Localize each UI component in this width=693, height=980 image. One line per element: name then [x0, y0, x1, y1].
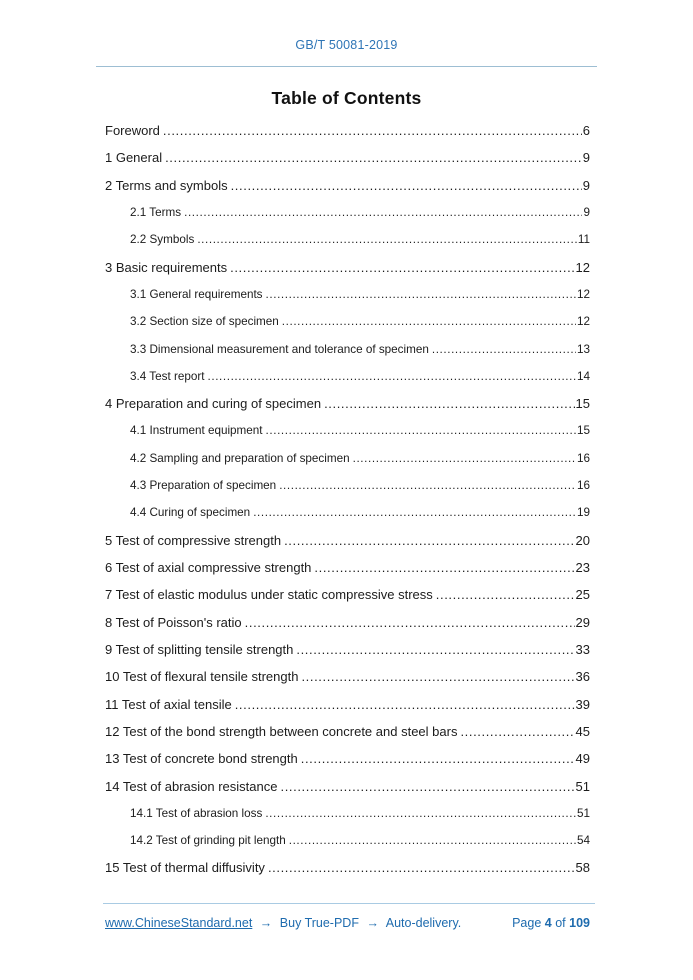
- toc-entry[interactable]: [105, 172, 590, 199]
- toc-entry-label: 1 General: [105, 150, 163, 166]
- dot-leader: [301, 663, 574, 690]
- toc-entry-label: 4 Preparation and curing of specimen: [105, 396, 322, 412]
- footer-divider: [103, 903, 595, 904]
- toc-entry-label: 3.4 Test report: [130, 369, 205, 383]
- toc-entry-label: 4.4 Curing of specimen: [130, 506, 251, 520]
- dot-leader: [197, 226, 577, 253]
- dot-leader: [230, 254, 574, 281]
- dot-leader: [268, 854, 575, 881]
- toc-entry-page: 49: [575, 751, 590, 767]
- toc-entry-page: 16: [576, 479, 590, 493]
- toc-entry[interactable]: [105, 199, 590, 226]
- toc-entry[interactable]: [105, 636, 590, 663]
- page-label: Page: [512, 916, 542, 930]
- toc-entry-page: 29: [575, 614, 590, 630]
- toc-entry[interactable]: [105, 308, 590, 335]
- toc-entry-label: 14.1 Test of abrasion loss: [130, 806, 263, 820]
- toc-entry[interactable]: [105, 117, 590, 144]
- dot-leader: [266, 417, 576, 444]
- dot-leader: [324, 390, 574, 417]
- toc-entry[interactable]: [105, 417, 590, 444]
- toc-entry-page: 58: [575, 860, 590, 876]
- toc-entry-label: 13 Test of concrete bond strength: [105, 751, 298, 767]
- toc-entry-label: 5 Test of compressive strength: [105, 532, 282, 548]
- dot-leader: [460, 718, 574, 745]
- toc-entry-label: 7 Test of elastic modulus under static compressive stress: [105, 587, 433, 603]
- toc-entry-page: 33: [575, 641, 590, 657]
- page-title: Table of Contents: [271, 88, 422, 108]
- dot-leader: [301, 745, 575, 772]
- toc-entry-label: 4.3 Preparation of specimen: [130, 479, 277, 493]
- header-divider: [96, 66, 597, 67]
- dot-leader: [289, 827, 576, 854]
- page-of-label: of: [555, 916, 566, 930]
- toc-entry-label: 9 Test of splitting tensile strength: [105, 641, 294, 657]
- toc-entry[interactable]: [105, 499, 590, 526]
- toc-entry-page: 39: [575, 696, 590, 712]
- toc-entry[interactable]: [105, 144, 590, 171]
- toc-entry[interactable]: [105, 254, 590, 281]
- dot-leader: [165, 144, 582, 171]
- toc-entry-label: 4.2 Sampling and preparation of specimen: [130, 451, 350, 465]
- toc-entry[interactable]: [105, 827, 590, 854]
- toc-entry[interactable]: [105, 691, 590, 718]
- toc-entry-page: 36: [575, 669, 590, 685]
- dot-leader: [432, 336, 576, 363]
- toc-entry-label: 3.3 Dimensional measurement and tolerance of specimen: [130, 342, 429, 356]
- arrow-right-icon: →: [366, 916, 379, 930]
- toc-entry-page: 13: [576, 342, 590, 356]
- page-total: 109: [569, 916, 590, 930]
- toc-entry-page: 15: [575, 396, 590, 412]
- toc-entry-page: 15: [576, 424, 590, 438]
- dot-leader: [253, 499, 576, 526]
- toc-entry-label: 3 Basic requirements: [105, 259, 228, 275]
- toc-entry-label: 10 Test of flexural tensile strength: [105, 669, 299, 685]
- toc-entry-label: 14 Test of abrasion resistance: [105, 778, 278, 794]
- dot-leader: [436, 581, 575, 608]
- footer-site-link[interactable]: www.ChineseStandard.net: [105, 916, 253, 930]
- toc-entry[interactable]: [105, 718, 590, 745]
- dot-leader: [353, 445, 576, 472]
- toc-entry-page: 12: [576, 287, 590, 301]
- toc-entry[interactable]: [105, 445, 590, 472]
- toc-entry-label: 14.2 Test of grinding pit length: [130, 834, 286, 848]
- toc-entry[interactable]: [105, 281, 590, 308]
- toc-entry[interactable]: [105, 527, 590, 554]
- dot-leader: [265, 800, 576, 827]
- toc-entry-page: 45: [575, 723, 590, 739]
- toc-entry-page: 12: [575, 259, 590, 275]
- dot-leader: [245, 609, 575, 636]
- toc-entry-page: 12: [576, 315, 590, 329]
- toc-entry-label: 2.2 Symbols: [130, 233, 195, 247]
- toc-entry-page: 9: [583, 205, 590, 219]
- toc-entry-page: 14: [576, 369, 590, 383]
- dot-leader: [266, 281, 576, 308]
- toc-entry-page: 23: [575, 560, 590, 575]
- toc-entry[interactable]: [105, 226, 590, 253]
- toc-entry-label: 3.2 Section size of specimen: [130, 315, 279, 329]
- arrow-right-icon: →: [259, 916, 273, 930]
- toc-entry-page: 54: [576, 834, 590, 848]
- toc-entry-label: Foreword: [105, 123, 160, 138]
- dot-leader: [231, 172, 582, 199]
- toc-entry-page: 9: [582, 150, 590, 166]
- toc-entry-page: 9: [582, 177, 590, 193]
- toc-entry-page: 51: [575, 778, 590, 794]
- toc-entry[interactable]: [105, 745, 590, 772]
- toc-entry-page: 25: [575, 587, 590, 603]
- toc-entry[interactable]: [105, 581, 590, 608]
- dot-leader: [208, 363, 576, 390]
- toc-entry-label: 15 Test of thermal diffusivity: [105, 860, 265, 876]
- dot-leader: [314, 554, 574, 581]
- toc-entry[interactable]: [105, 472, 590, 499]
- dot-leader: [163, 117, 582, 144]
- toc-entry[interactable]: [105, 800, 590, 827]
- toc-entry-label: 8 Test of Poisson's ratio: [105, 614, 242, 630]
- document-number: GB/T 50081-2019: [295, 38, 398, 52]
- toc-entry[interactable]: [105, 609, 590, 636]
- toc-entry-page: 16: [576, 451, 590, 465]
- toc-entry-page: 11: [577, 233, 590, 247]
- dot-leader: [279, 472, 576, 499]
- footer-promo: [105, 914, 461, 932]
- toc-entry[interactable]: [105, 773, 590, 800]
- dot-leader: [282, 308, 576, 335]
- dot-leader: [280, 773, 574, 800]
- toc-entry-label: 2 Terms and symbols: [105, 177, 228, 193]
- toc-entry[interactable]: [105, 336, 590, 363]
- footer-delivery-text: Auto-delivery.: [385, 916, 462, 930]
- toc-entry-label: 3.1 General requirements: [130, 287, 263, 301]
- toc-entry-label: 12 Test of the bond strength between concrete and steel bars: [105, 723, 458, 739]
- dot-leader: [184, 199, 582, 226]
- toc-entry-label: 11 Test of axial tensile: [105, 696, 232, 712]
- toc-entry[interactable]: [105, 854, 590, 881]
- toc-entry[interactable]: [105, 663, 590, 690]
- page-indicator: [512, 914, 590, 932]
- toc-entry-label: 4.1 Instrument equipment: [130, 424, 263, 438]
- dot-leader: [296, 636, 574, 663]
- toc-entry-page: 20: [575, 532, 590, 548]
- footer: [105, 914, 590, 932]
- toc-entry-page: 51: [576, 806, 590, 820]
- toc-entry-label: 2.1 Terms: [130, 205, 182, 219]
- toc-entry[interactable]: [105, 390, 590, 417]
- dot-leader: [284, 527, 574, 554]
- toc-entry[interactable]: [105, 554, 590, 581]
- dot-leader: [235, 691, 575, 718]
- toc-entry-label: 6 Test of axial compressive strength: [105, 560, 312, 575]
- toc-list: [105, 117, 590, 882]
- toc-entry-page: 6: [582, 123, 590, 138]
- page-current: 4: [544, 916, 552, 930]
- footer-buy-text: Buy True-PDF: [279, 916, 359, 930]
- toc-entry-page: 19: [576, 506, 590, 520]
- toc-entry[interactable]: [105, 363, 590, 390]
